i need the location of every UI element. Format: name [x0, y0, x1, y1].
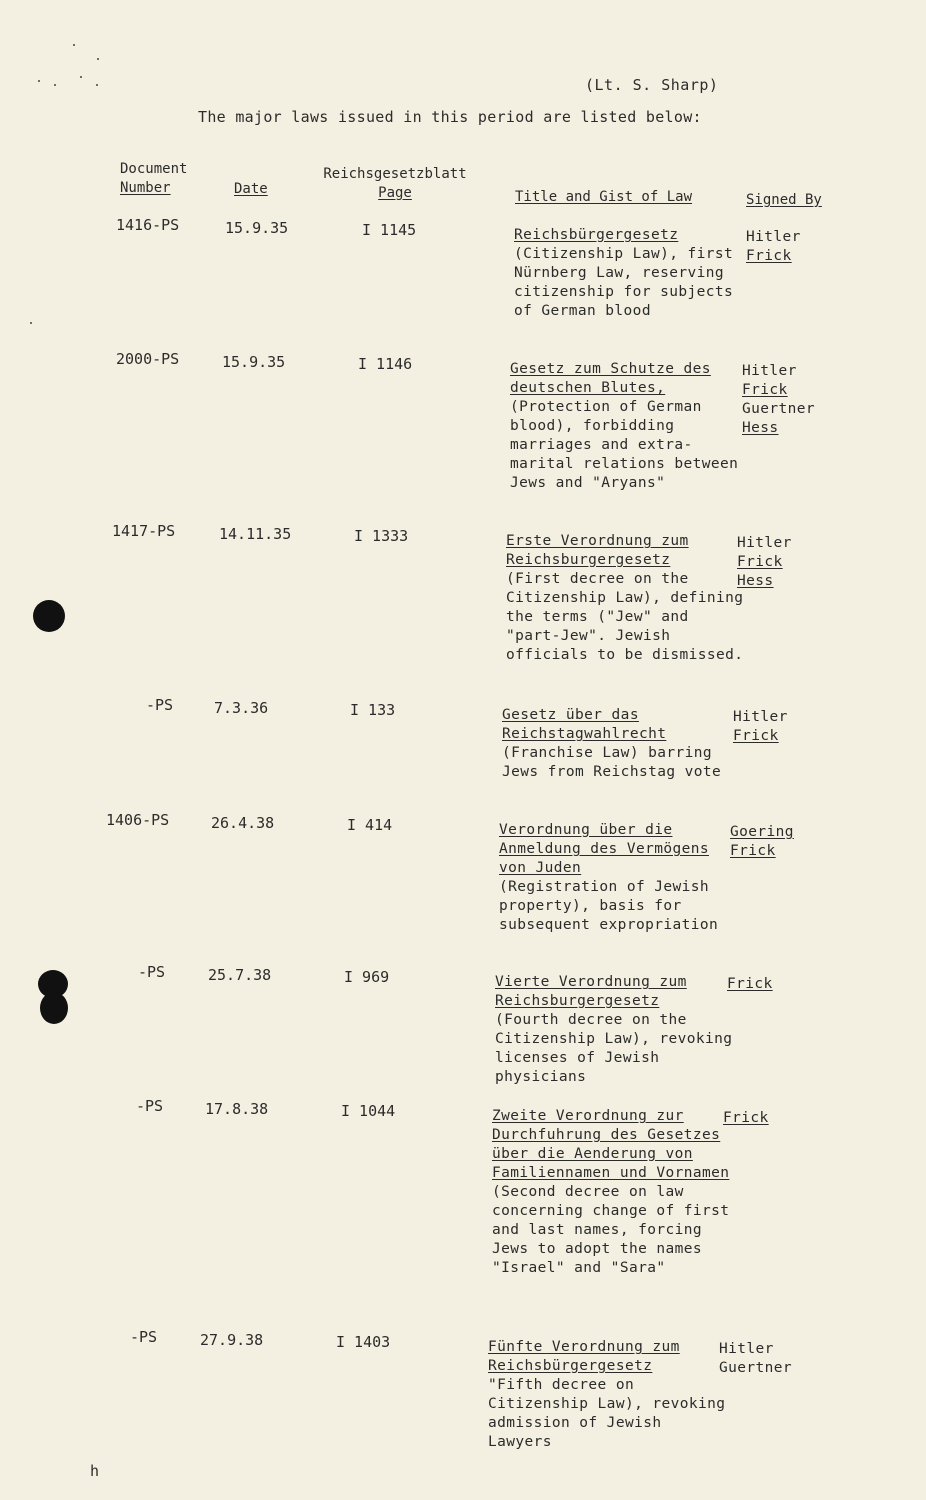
header-doc-line1: Document: [120, 161, 188, 177]
document-number: -PS: [136, 1097, 164, 1115]
signed-by: [730, 823, 794, 861]
rgbl-page: I 1145: [362, 221, 417, 239]
law-gist: (Fourth decree on the Citizenship Law), revoking licenses of Jewish physicians: [495, 1012, 733, 1085]
law-title: [495, 973, 735, 1087]
law-german-title: Gesetz zum Schutze des deutschen Blutes,: [510, 361, 711, 396]
law-title: [502, 706, 742, 782]
signer-name: Frick: [746, 248, 792, 264]
law-gist: (Second decree on law concerning change of first and last names, forcing Jews to adopt the names "Israel" and "Sara": [492, 1184, 730, 1276]
document-number: -PS: [146, 696, 174, 714]
paper-speck: [30, 322, 32, 324]
rgbl-page: I 1044: [341, 1102, 396, 1120]
law-gist: (Citizenship Law), first Nürnberg Law, reserving citizenship for subjects of German blood: [514, 246, 734, 319]
law-german-title: Erste Verordnung zum Reichsburgergesetz: [506, 533, 689, 568]
law-gist: (Franchise Law) barring Jews from Reichstag vote: [502, 745, 722, 780]
header-rgbl: [312, 165, 478, 203]
signer-name: Hess: [737, 573, 774, 589]
rgbl-page: I 414: [347, 816, 393, 834]
footer-mark: h: [90, 1462, 100, 1480]
law-gist: (Protection of German blood), forbidding marriages and extra-marital relations between Jews and "Aryans": [510, 399, 739, 491]
signer-name: Hitler: [719, 1341, 774, 1357]
signer-name: Frick: [730, 843, 776, 859]
signed-by: [719, 1340, 792, 1378]
paper-speck: [97, 58, 99, 60]
document-number: 2000-PS: [116, 350, 180, 368]
law-title: [506, 532, 746, 665]
law-date: 26.4.38: [211, 814, 275, 832]
law-german-title: Vierte Verordnung zum Reichsburgergesetz: [495, 974, 687, 1009]
paper-speck: [80, 76, 82, 78]
paper-speck: [96, 84, 98, 86]
law-german-title: Reichsbürgergesetz: [514, 227, 679, 243]
signer-name: Guertner: [719, 1360, 793, 1376]
signer-name: Frick: [723, 1110, 769, 1126]
signer-name: Frick: [727, 976, 773, 992]
law-title: [488, 1338, 728, 1452]
rgbl-page: I 1146: [358, 355, 413, 373]
signer-name: Goering: [730, 824, 794, 840]
paper-speck: [38, 80, 40, 82]
signer-name: Frick: [742, 382, 788, 398]
signer-name: Hess: [742, 420, 779, 436]
law-gist: (Registration of Jewish property), basis for subsequent expropriation: [499, 879, 719, 933]
law-date: 15.9.35: [222, 353, 286, 371]
document-number: -PS: [130, 1328, 158, 1346]
law-german-title: Zweite Verordnung zur Durchfuhrung des Gesetzes über die Aenderung von Familiennamen und Vornamen: [492, 1108, 730, 1181]
paper-speck: [54, 84, 56, 86]
signed-by: [746, 228, 801, 266]
law-gist: "Fifth decree on Citizenship Law), revoking admission of Jewish Lawyers: [488, 1377, 726, 1450]
header-date: Date: [234, 181, 268, 197]
law-title: [514, 226, 754, 321]
punch-hole: [33, 600, 65, 632]
punch-hole: [40, 992, 68, 1024]
header-rgbl-line2: Page: [378, 185, 412, 201]
law-date: 7.3.36: [214, 699, 269, 717]
signed-by: [723, 1109, 769, 1128]
signed-by: [727, 975, 773, 994]
law-german-title: Gesetz über das Reichstagwahlrecht: [502, 707, 667, 742]
signed-by: [737, 534, 792, 591]
header-signed-by: Signed By: [746, 192, 822, 208]
document-number: 1416-PS: [116, 216, 180, 234]
law-date: 27.9.38: [200, 1331, 264, 1349]
intro-text: The major laws issued in this period are listed below:: [198, 108, 702, 126]
signer-name: Frick: [733, 728, 779, 744]
signer-name: Hitler: [742, 363, 797, 379]
header-doc-line2: Number: [120, 180, 171, 196]
attribution: (Lt. S. Sharp): [585, 76, 719, 94]
law-gist: (First decree on the Citizenship Law), defining the terms ("Jew" and "part-Jew". Jewish officials to be dismissed.: [506, 571, 744, 663]
rgbl-page: I 133: [350, 701, 396, 719]
law-german-title: Verordnung über die Anmeldung des Vermögens von Juden: [499, 822, 709, 876]
law-date: 25.7.38: [208, 966, 272, 984]
law-date: 17.8.38: [205, 1100, 269, 1118]
signer-name: Hitler: [746, 229, 801, 245]
signed-by: [733, 708, 788, 746]
signer-name: Hitler: [733, 709, 788, 725]
rgbl-page: I 969: [344, 968, 390, 986]
rgbl-page: I 1403: [336, 1333, 391, 1351]
document-number: -PS: [138, 963, 166, 981]
signer-name: Hitler: [737, 535, 792, 551]
header-document-number: [120, 160, 187, 198]
signed-by: [742, 362, 815, 438]
signer-name: Frick: [737, 554, 783, 570]
law-title: [492, 1107, 732, 1278]
header-title: Title and Gist of Law: [515, 189, 693, 205]
law-title: [499, 821, 739, 935]
rgbl-page: I 1333: [354, 527, 409, 545]
signer-name: Guertner: [742, 401, 816, 417]
law-german-title: Fünfte Verordnung zum Reichsbürgergesetz: [488, 1339, 680, 1374]
paper-speck: [73, 44, 75, 46]
law-date: 15.9.35: [225, 219, 289, 237]
law-date: 14.11.35: [219, 525, 292, 543]
document-number: 1406-PS: [106, 811, 170, 829]
header-rgbl-line1: Reichsgesetzblatt: [323, 166, 467, 182]
document-number: 1417-PS: [112, 522, 176, 540]
law-title: [510, 360, 750, 493]
